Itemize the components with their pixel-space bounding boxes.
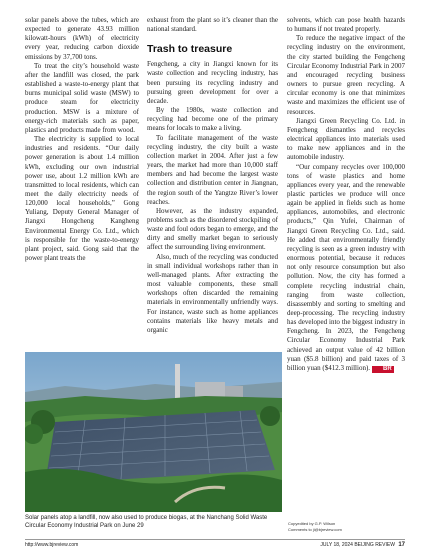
- comments-line: Comments to ji@bjreview.com: [288, 526, 342, 532]
- page-number: 17: [398, 542, 405, 548]
- footer-url: http://www.bjreview.com: [25, 542, 79, 548]
- landfill-solar-photo: [25, 352, 282, 512]
- paragraph: solar panels above the tubes, which are expected to generate 43.93 million kilowatt-hours (kWh) of electricity every year, reducing carbon dioxide emissions by 37,700 tons.: [25, 16, 139, 61]
- paragraph: exhaust from the plant so it’s cleaner than the national standard.: [147, 16, 278, 34]
- paragraph: Fengcheng, a city in Jiangxi known for its waste collection and recycling industry, has been pursuing its recycling industry and pursuing green development for over a decade.: [147, 60, 278, 105]
- paragraph: To treat the city’s household waste after the landfill was closed, the park established a waste-to-energy plant that burns municipal solid waste (MSW) to produce steam for electricity production. MSW is a mixture of energy-rich materials such as paper, plastics and products made from wood.: [25, 61, 139, 134]
- paragraph: By the 1980s, waste collection and recycling had become one of the primary means for locals to make a living.: [147, 106, 278, 133]
- paragraph: The electricity is supplied to local industries and residents. “Our daily power generation is about 1.4 million kWh, excluding our own industrial power use, about 1.2 million kWh are transmitted to local residents, which can meet the daily electricity needs of 120,000 local households,” Gong Yuliang, Deputy General Manager of Jiangxi Hongcheng Kangheng Environmental Energy Co. Ltd., which is responsible for the waste-to-energy plant project, said. Gong said that the power plant treats the: [25, 135, 139, 263]
- article-column-1: [25, 16, 139, 263]
- paragraph: Also, much of the recycling was conducted in small individual workshops rather than in well-managed plants. After extracting the most valuable components, these small workshops often discarded the remaining materials in environmentally unfriendly ways. For instance, waste such as home appliances contains materials like heavy metals and organic: [147, 252, 278, 334]
- footer-divider: [25, 539, 405, 540]
- end-mark: BR: [372, 366, 394, 373]
- paragraph-text: “Our company recycles over 100,000 tons of waste plastics and home appliances every year, and the renewable plastic particles we produce will once again be applied in fields such as home appliances, automobiles, and electronic products,” Qin Yufei, Chairman of Jiangxi Green Recycling Co. Ltd., said. He added that environmentally friendly recycling is seen as a green industry with enormous potential, because it reduces not only resource consumption but also pollution. Now, the city has formed a complete recycling industrial chain, ranging from waste collection, disassembly and sorting to smelting and deep-processing. The recycling industry has developed into the biggest industry in Fengcheng. In 2023, the Fengcheng Circular Economy Industrial Park achieved an output value of 42 billion yuan ($5.8 billion) and paid taxes of 3 billion yuan ($412.3 million).: [287, 162, 405, 372]
- article-column-2: [147, 16, 278, 335]
- paragraph: solvents, which can pose health hazards to humans if not treated properly.: [287, 16, 405, 34]
- copyedit-credit: [288, 521, 406, 532]
- section-heading: Trash to treasure: [147, 43, 233, 56]
- footer-date: JULY 18, 2024 BEIJING REVIEW: [320, 542, 395, 548]
- paragraph: To reduce the negative impact of the recycling industry on the environment, the city started building the Fengcheng Circular Economy Industrial Park in 2007 and encouraged recycling business owners to pursue green recycling. A circular economy is one that minimizes waste and maximizes the efficient use of resources.: [287, 34, 405, 116]
- footer-issue: [320, 542, 405, 548]
- paragraph: [287, 163, 405, 374]
- photo-illustration: [25, 352, 282, 512]
- copyeditor-line: Copyedited by G.P. Wilson: [288, 521, 336, 526]
- paragraph: To facilitate management of the waste recycling industry, the city built a waste collection market in 2004. After just a few years, the market had more than 10,000 staff members and had become the largest waste collection and distribution center in Jiangnan, the region south of the Yangtze River’s lower reaches.: [147, 133, 278, 206]
- article-column-3: [287, 16, 405, 373]
- photo-caption: Solar panels atop a landfill, now also used to produce biogas, at the Nanchang Solid Waste Circular Economy Industrial Park on June 29: [25, 515, 268, 529]
- paragraph: Jiangxi Green Recycling Co. Ltd. in Fengcheng dismantles and recycles electrical appliances into materials used to make new appliances and in the automobile industry.: [287, 116, 405, 162]
- paragraph: However, as the industry expanded, problems such as the disordered stockpiling of waste and foul odors began to emerge, and the dirty and smelly market began to seriously affect the surrounding living environment.: [147, 206, 278, 252]
